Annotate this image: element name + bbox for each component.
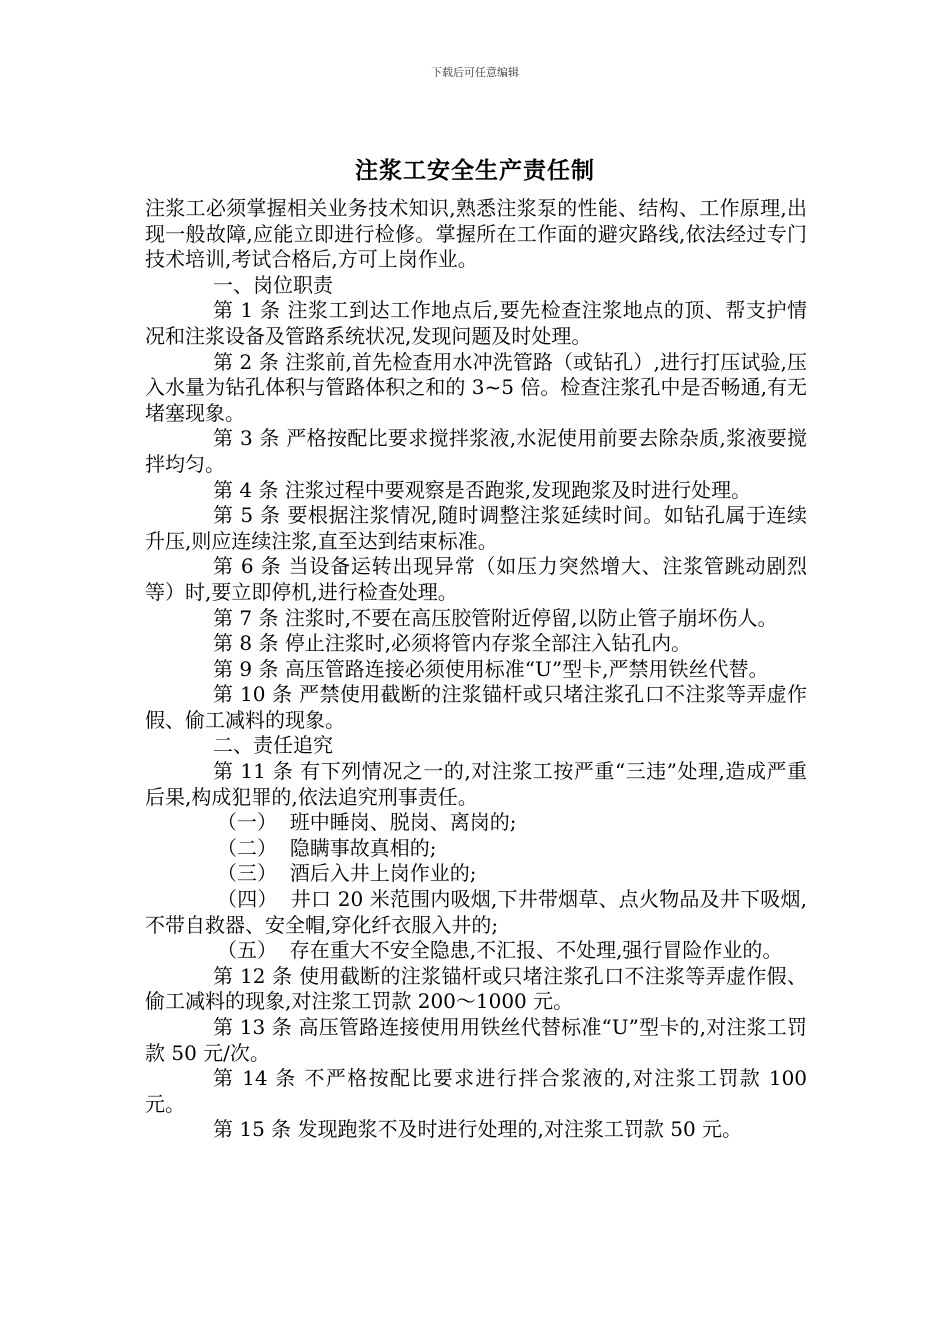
article-paragraph bbox=[145, 964, 807, 1015]
article-text: 使用截断的注浆锚杆或只堵注浆孔口不注浆等弄虚作假、偷工减料的现象,对注浆工罚款 200～1000 元。 bbox=[145, 963, 808, 1014]
document-body bbox=[145, 196, 807, 1143]
article-label: 第 11 条 bbox=[213, 759, 294, 784]
article-text: 高压管路连接使用用铁丝代替标准“U”型卡的,对注浆工罚款 50 元/次。 bbox=[145, 1015, 807, 1065]
article-paragraph bbox=[145, 478, 807, 504]
article-text: 严禁使用截断的注浆锚杆或只堵注浆孔口不注浆等弄虚作假、偷工减料的现象。 bbox=[145, 682, 808, 732]
article-paragraph bbox=[145, 554, 807, 605]
list-item-label: （三） bbox=[217, 861, 277, 886]
article-text: 停止注浆时,必须将管内存浆全部注入钻孔内。 bbox=[284, 631, 692, 656]
article-paragraph bbox=[145, 631, 807, 657]
article-text: 要根据注浆情况,随时调整注浆延续时间。如钻孔属于连续升压,则应连续注浆,直至达到结束标准。 bbox=[145, 503, 808, 553]
list-item bbox=[145, 887, 807, 938]
article-paragraph bbox=[145, 1015, 807, 1066]
article-text: 发现跑浆不及时进行处理的,对注浆工罚款 50 元。 bbox=[297, 1117, 743, 1142]
list-item-text: 酒后入井上岗作业的; bbox=[289, 861, 477, 886]
article-paragraph bbox=[145, 759, 807, 810]
article-text: 注浆过程中要观察是否跑浆,发现跑浆及时进行处理。 bbox=[284, 477, 752, 502]
article-label: 第 6 条 bbox=[213, 554, 282, 579]
article-label: 第 12 条 bbox=[213, 963, 293, 988]
article-text: 注浆前,首先检查用水冲洗管路（或钻孔）,进行打压试验,压入水量为钻孔体积与管路体积之和的 3~5 倍。检查注浆孔中是否畅通,有无堵塞现象。 bbox=[145, 349, 807, 425]
article-paragraph bbox=[145, 1066, 807, 1117]
article-text: 当设备运转出现异常（如压力突然增大、注浆管跳动剧烈等）时,要立即停机,进行检查处理。 bbox=[145, 554, 807, 604]
article-text: 有下列情况之一的,对注浆工按严重“三违”处理,造成严重后果,构成犯罪的,依法追究刑事责任。 bbox=[145, 759, 808, 809]
article-label: 第 3 条 bbox=[213, 426, 280, 451]
article-label: 第 13 条 bbox=[213, 1015, 292, 1039]
article-text: 不严格按配比要求进行拌合浆液的,对注浆工罚款 100 元。 bbox=[145, 1066, 808, 1116]
article-paragraph bbox=[145, 682, 807, 733]
article-paragraph bbox=[145, 503, 807, 554]
list-item-label: （二） bbox=[217, 835, 277, 860]
article-text: 注浆工到达工作地点后,要先检查注浆地点的顶、帮支护情况和注浆设备及管路系统状况,发现问题及时处理。 bbox=[145, 298, 808, 348]
article-label: 第 1 条 bbox=[213, 298, 281, 323]
list-item-text: 存在重大不安全隐患,不汇报、不处理,强行冒险作业的。 bbox=[289, 938, 783, 963]
document-title: 注浆工安全生产责任制 bbox=[355, 157, 595, 184]
article-text: 严格按配比要求搅拌浆液,水泥使用前要去除杂质,浆液要搅拌均匀。 bbox=[145, 426, 807, 476]
article-text: 注浆时,不要在高压胶管附近停留,以防止管子崩坏伤人。 bbox=[284, 605, 778, 630]
section-heading-duties: 一、岗位职责 bbox=[213, 272, 333, 297]
header-note: 下载后可任意编辑 bbox=[431, 66, 519, 79]
article-label: 第 4 条 bbox=[213, 477, 279, 502]
article-paragraph bbox=[145, 426, 807, 477]
list-item-text: 井口 20 米范围内吸烟,下井带烟草、点火物品及井下吸烟,不带自救器、安全帽,穿化纤衣服入井的; bbox=[145, 887, 808, 937]
list-item-label: （五） bbox=[217, 938, 277, 963]
intro-paragraph: 注浆工必须掌握相关业务技术知识,熟悉注浆泵的性能、结构、工作原理,出现一般故障,应能立即进行检修。掌握所在工作面的避灾路线,依法经过专门技术培训,考试合格后,方可上岗作业。 bbox=[145, 196, 807, 272]
article-label: 第 5 条 bbox=[213, 503, 281, 528]
article-label: 第 9 条 bbox=[213, 656, 279, 681]
list-item-label: （四） bbox=[217, 887, 278, 912]
section-heading-accountability: 二、责任追究 bbox=[213, 733, 333, 758]
article-label: 第 10 条 bbox=[213, 682, 293, 707]
article-paragraph bbox=[145, 657, 807, 683]
list-item bbox=[145, 810, 807, 836]
article-label: 第 8 条 bbox=[213, 631, 279, 656]
list-item-text: 隐瞒事故真相的; bbox=[289, 835, 437, 860]
list-item-text: 班中睡岗、脱岗、离岗的; bbox=[289, 810, 517, 835]
article-label: 第 2 条 bbox=[213, 349, 279, 374]
list-item bbox=[145, 836, 807, 862]
article-paragraph bbox=[145, 1117, 807, 1143]
article-text: 高压管路连接必须使用标准“U”型卡,严禁用铁丝代替。 bbox=[284, 656, 769, 681]
article-paragraph bbox=[145, 350, 807, 427]
article-label: 第 15 条 bbox=[213, 1117, 292, 1142]
article-label: 第 7 条 bbox=[213, 605, 279, 630]
list-item bbox=[145, 938, 807, 964]
article-label: 第 14 条 bbox=[213, 1066, 297, 1091]
list-item-label: （一） bbox=[217, 810, 277, 835]
article-paragraph bbox=[145, 298, 807, 349]
list-item bbox=[145, 861, 807, 887]
article-paragraph bbox=[145, 606, 807, 632]
